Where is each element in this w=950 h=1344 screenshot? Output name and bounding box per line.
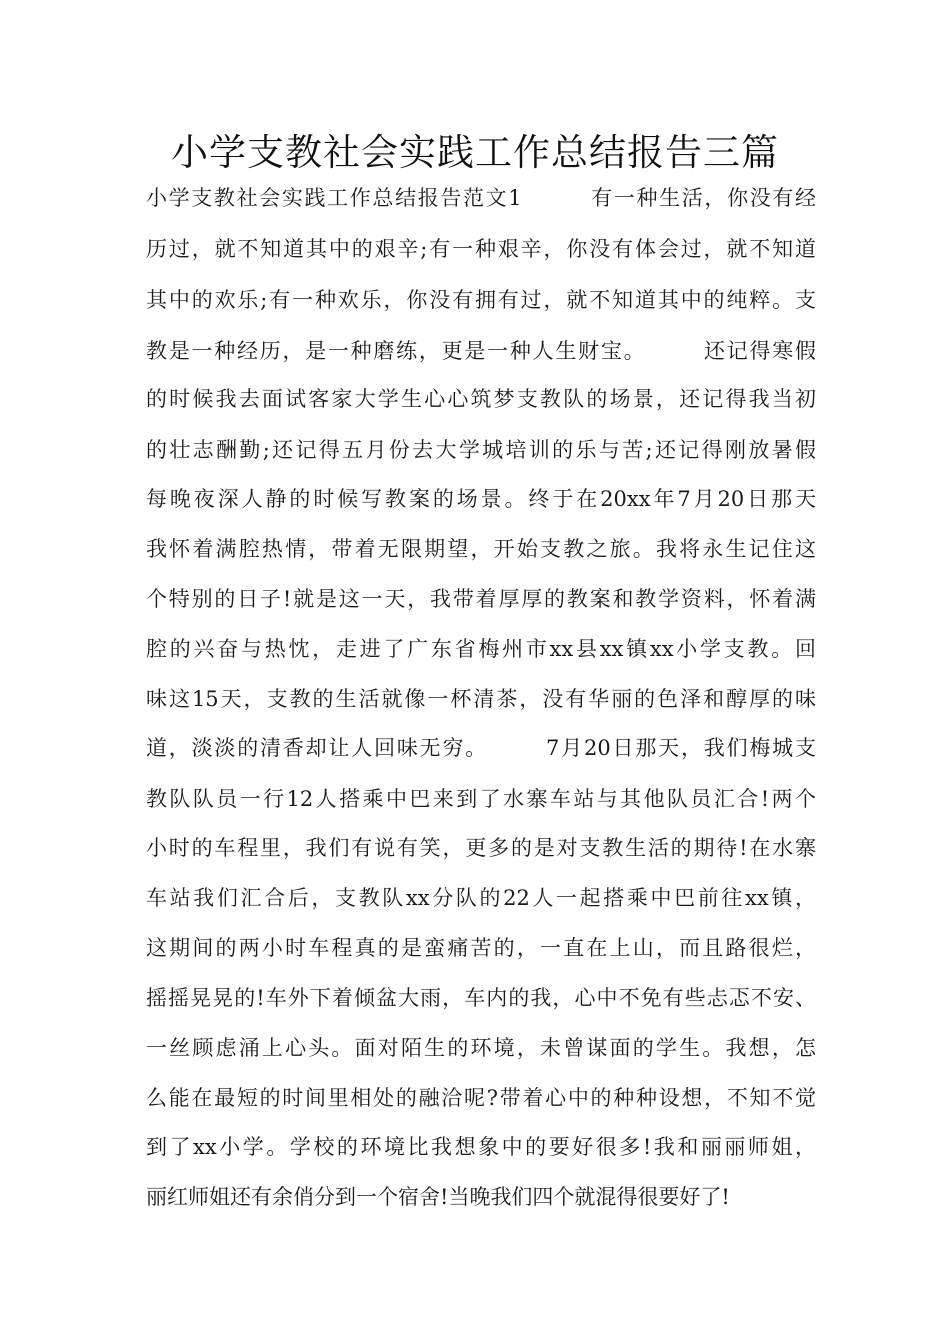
paragraph-line: 教队队员一行12人搭乘中巴来到了水寨车站与其他队员汇合!两个 (146, 787, 816, 811)
paragraph-line: 道，淡淡的清香却让人回味无穷。 7月20日那天，我们梅城支 (146, 736, 816, 760)
paragraph-line: 到了xx小学。学校的环境比我想象中的要好很多!我和丽丽师姐， (146, 1135, 816, 1159)
paragraph-line: 历过，就不知道其中的艰辛;有一种艰辛，你没有体会过，就不知道 (146, 237, 816, 261)
document-title: 小学支教社会实践工作总结报告三篇 (171, 131, 779, 174)
paragraph-line: 的壮志酬勤;还记得五月份去大学城培训的乐与苦;还记得刚放暑假 (146, 438, 816, 462)
paragraph-line: 每晚夜深人静的时候写教案的场景。终于在20xx年7月20日那天 (146, 487, 816, 511)
paragraph-line: 么能在最短的时间里相处的融洽呢?带着心中的种种设想，不知不觉 (146, 1086, 816, 1110)
paragraph-line: 腔的兴奋与热忱，走进了广东省梅州市xx县xx镇xx小学支教。回 (146, 637, 816, 661)
paragraph-line: 的时候我去面试客家大学生心心筑梦支教队的场景，还记得我当初 (146, 387, 816, 411)
paragraph-line: 教是一种经历，是一种磨练，更是一种人生财宝。 还记得寒假 (146, 339, 816, 363)
paragraph-line: 其中的欢乐;有一种欢乐，你没有拥有过，就不知道其中的纯粹。支 (146, 288, 816, 312)
paragraph-line: 丽红师姐还有余俏分到一个宿舍!当晚我们四个就混得很要好了! (146, 1185, 730, 1209)
paragraph-line: 我怀着满腔热情，带着无限期望，开始支教之旅。我将永生记住这 (146, 537, 816, 561)
paragraph-line: 个特别的日子!就是这一天，我带着厚厚的教案和教学资料，怀着满 (146, 587, 816, 611)
paragraph-line: 摇摇晃晃的!车外下着倾盆大雨，车内的我，心中不免有些忐忑不安、 (146, 986, 816, 1010)
paragraph-line: 小学支教社会实践工作总结报告范文1 有一种生活，你没有经 (146, 186, 816, 210)
paragraph-line: 一丝顾虑涌上心头。面对陌生的环境，未曾谋面的学生。我想，怎 (146, 1036, 816, 1060)
paragraph-line: 味这15天，支教的生活就像一杯清茶，没有华丽的色泽和醇厚的味 (146, 687, 816, 711)
paragraph-line: 车站我们汇合后，支教队xx分队的22人一起搭乘中巴前往xx镇， (146, 886, 816, 910)
paragraph-line: 这期间的两小时车程真的是蛮痛苦的，一直在上山，而且路很烂， (146, 936, 816, 960)
paragraph-line: 小时的车程里，我们有说有笑，更多的是对支教生活的期待!在水寨 (146, 836, 816, 860)
